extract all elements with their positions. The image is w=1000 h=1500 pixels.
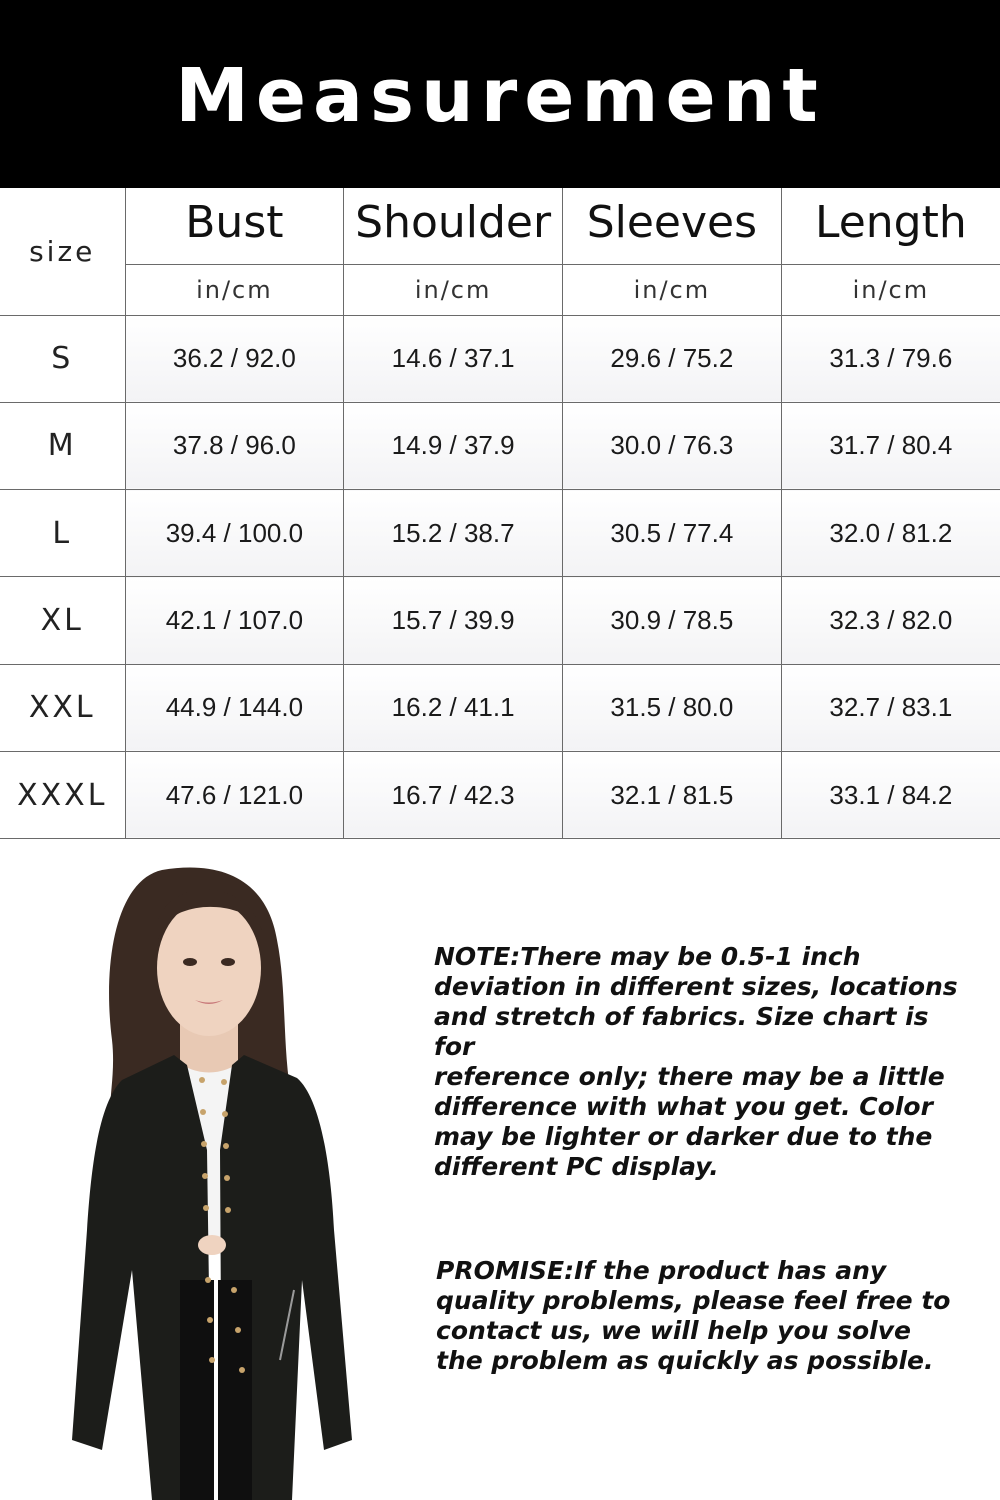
sleeves-cell: 30.5 / 77.4	[563, 490, 782, 577]
sleeves-cell: 30.9 / 78.5	[563, 577, 782, 664]
bust-cell: 47.6 / 121.0	[125, 751, 344, 838]
size-cell: L	[0, 490, 125, 577]
note-text	[434, 942, 974, 1182]
table-row	[0, 402, 1000, 489]
sleeves-cell: 32.1 / 81.5	[563, 751, 782, 838]
bust-cell: 39.4 / 100.0	[125, 490, 344, 577]
length-cell: 33.1 / 84.2	[781, 751, 1000, 838]
sleeves-cell: 31.5 / 80.0	[563, 664, 782, 751]
promise-line: contact us, we will help you solve	[436, 1316, 911, 1345]
length-header: Length	[781, 188, 1000, 264]
unit-header: in/cm	[125, 264, 344, 315]
size-cell: XXXL	[0, 751, 125, 838]
header-banner	[0, 0, 1000, 188]
model-illustration	[62, 850, 392, 1500]
length-cell: 32.0 / 81.2	[781, 490, 1000, 577]
unit-header: in/cm	[563, 264, 782, 315]
shoulder-cell: 14.6 / 37.1	[344, 315, 563, 402]
shoulder-cell: 15.2 / 38.7	[344, 490, 563, 577]
promise-line: PROMISE:If the product has any	[436, 1256, 887, 1285]
note-line: difference with what you get. Color	[434, 1092, 933, 1121]
sleeves-header: Sleeves	[563, 188, 782, 264]
model-photo	[62, 850, 392, 1500]
sleeves-cell: 29.6 / 75.2	[563, 315, 782, 402]
sleeves-cell: 30.0 / 76.3	[563, 402, 782, 489]
size-cell: XL	[0, 577, 125, 664]
promise-text	[436, 1256, 976, 1376]
table-row	[0, 577, 1000, 664]
size-chart-table	[0, 188, 1000, 839]
table-row	[0, 664, 1000, 751]
shoulder-cell: 16.2 / 41.1	[344, 664, 563, 751]
unit-header: in/cm	[344, 264, 563, 315]
size-cell: M	[0, 402, 125, 489]
shoulder-cell: 15.7 / 39.9	[344, 577, 563, 664]
note-line: NOTE:There may be 0.5-1 inch	[434, 942, 861, 971]
shoulder-cell: 14.9 / 37.9	[344, 402, 563, 489]
unit-header: in/cm	[781, 264, 1000, 315]
table-row	[0, 490, 1000, 577]
bust-cell: 37.8 / 96.0	[125, 402, 344, 489]
bust-cell: 44.9 / 144.0	[125, 664, 344, 751]
page-title: Measurement	[175, 53, 825, 139]
promise-line: the problem as quickly as possible.	[436, 1346, 934, 1375]
size-cell: XXL	[0, 664, 125, 751]
size-header: size	[0, 188, 125, 315]
length-cell: 32.7 / 83.1	[781, 664, 1000, 751]
length-cell: 31.7 / 80.4	[781, 402, 1000, 489]
note-line: may be lighter or darker due to the	[434, 1122, 933, 1151]
note-line: reference only; there may be a little	[434, 1062, 945, 1091]
bust-cell: 36.2 / 92.0	[125, 315, 344, 402]
table-row	[0, 751, 1000, 838]
bust-header: Bust	[125, 188, 344, 264]
note-line: deviation in different sizes, locations	[434, 972, 958, 1001]
table-row	[0, 315, 1000, 402]
shoulder-cell: 16.7 / 42.3	[344, 751, 563, 838]
shoulder-header: Shoulder	[344, 188, 563, 264]
length-cell: 31.3 / 79.6	[781, 315, 1000, 402]
length-cell: 32.3 / 82.0	[781, 577, 1000, 664]
note-line: different PC display.	[434, 1152, 719, 1181]
bust-cell: 42.1 / 107.0	[125, 577, 344, 664]
promise-line: quality problems, please feel free to	[436, 1286, 951, 1315]
note-line: and stretch of fabrics. Size chart is for	[434, 1002, 929, 1061]
size-cell: S	[0, 315, 125, 402]
